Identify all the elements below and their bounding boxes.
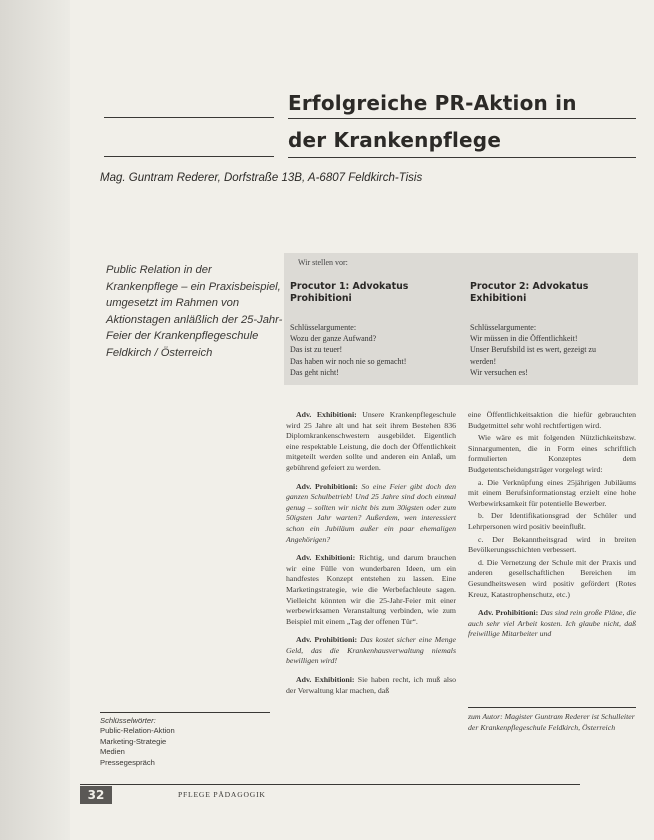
journal-name: PFLEGE PÄDAGOGIK <box>178 790 266 799</box>
col2-paragraph: Wie wäre es mit folgenden Nützlichkeitsbzw. Sinnargumenten, die in Form eines schriftlich formulierten Konzeptes dem Budgetentscheidungsträger vorgelegt wird: <box>468 433 636 474</box>
procutor-1-title: Procutor 1: Advokatus Prohibitioni <box>290 281 409 304</box>
author-note: zum Autor: Magister Guntram Rederer ist Schulleiter der Krankenpflegeschule Feldkirch, Österreich <box>468 712 635 732</box>
col1-paragraph <box>286 482 456 546</box>
paragraph-text: Das sind rein große Pläne, die auch sehr viel Arbeit kosten. Ich glaube nicht, daß freiwillige Mitarbeiter und <box>468 608 637 639</box>
paragraph-text: Unsere Krankenpflegeschule wird 25 Jahre alt und hat seit ihrem Bestehen 836 Diplomkrankenschwestern ausgebildet. Eigentlich eine respektable Leistung, die doch der Öffentlichkeit mitgeteilt werden sollte und anderen ein Anlaß, um gebührend gefeiert zu werden. <box>286 410 456 472</box>
col2-list-item: d. Die Vernetzung der Schule mit der Praxis und anderen gesellschaftlichen Bereichen im Gesundheitswesen wird positiv gefördert (Rotes Kreuz, Katastrophenschutz, etc.) <box>468 557 636 599</box>
col1-paragraph <box>286 410 456 474</box>
paragraph-text: Richtig, und darum brauchen wir eine Fülle von wunderbaren Ideen, um ein handfestes Konzept entstehen zu lassen. Eine Marketingstrategie, wie die Werbefachleute sagen. Vielleicht könnten wir die 25-Jahr-Feier mit einer werbewirksamen Veranstaltung verbinden, wie zum Beispiel mit einem „Tag der offenen Tür“. <box>286 553 456 626</box>
body-column-1 <box>286 410 456 704</box>
procutor-2-line: werden! <box>470 356 497 366</box>
title-rule-left-2 <box>104 156 274 157</box>
procutor-1-line: Wozu der ganze Aufwand? <box>290 334 377 344</box>
procutor-2-arguments <box>470 322 596 378</box>
box-label: Wir stellen vor: <box>298 258 348 267</box>
scan-binding-shadow <box>0 0 70 840</box>
keyword-item: Pressegespräch <box>100 757 155 767</box>
title-rule-right-2 <box>288 157 636 158</box>
col2-paragraph <box>468 608 636 640</box>
speaker-label: Adv. Prohibitioni: <box>296 635 358 645</box>
procutor-1-line: Das haben wir noch nie so gemacht! <box>290 356 407 366</box>
col2-list-item: c. Der Bekanntheitsgrad wird in breiten Bevölkerungsschichten verbessert. <box>468 534 636 555</box>
col1-paragraph <box>286 635 456 667</box>
title-rule-right-1 <box>288 118 636 119</box>
body-column-2 <box>468 410 636 648</box>
speaker-label: Adv. Exhibitioni: <box>296 675 355 685</box>
procutor-2-line: Wir versuchen es! <box>470 367 528 377</box>
paragraph-text: Das kostet sicher eine Menge Geld, das die Krankenhausverwaltung niemals bewilligen wird! <box>286 635 456 666</box>
article-title-line-2: der Krankenpflege <box>288 128 502 152</box>
procutor-2-line: Wir müssen in die Öffentlichkeit! <box>470 334 578 344</box>
footer-rule <box>80 784 580 785</box>
speaker-label: Adv. Prohibitioni: <box>296 481 358 491</box>
author-line: Mag. Guntram Rederer, Dorfstraße 13B, A-6807 Feldkirch-Tisis <box>100 172 423 184</box>
procutor-1-line: Schlüsselargumente: <box>290 323 357 332</box>
procutor-2-title: Procutor 2: Advokatus Exhibitioni <box>470 281 589 304</box>
speaker-label: Adv. Exhibitioni: <box>296 410 357 419</box>
keyword-item: Medien <box>100 747 125 757</box>
speaker-label: Adv. Prohibitioni: <box>478 608 539 618</box>
keyword-item: Public-Relation-Aktion <box>100 726 175 736</box>
article-title-line-1: Erfolgreiche PR-Aktion in <box>288 91 577 115</box>
procutor-1-line: Das ist zu teuer! <box>290 345 343 355</box>
col2-list-item: b. Der Identifikationsgrad der Schüler und Lehrpersonen wird positiv beeinflußt. <box>468 511 636 531</box>
col1-paragraph <box>286 553 456 627</box>
procutor-2-line: Unser Berufsbild ist es wert, gezeigt zu <box>470 345 596 355</box>
author-note-rule <box>468 707 636 708</box>
speaker-label: Adv. Exhibitioni: <box>296 553 356 563</box>
keywords-heading: Schlüsselwörter: <box>100 716 156 725</box>
keyword-item: Marketing-Strategie <box>100 736 167 746</box>
procutor-1-line: Das geht nicht! <box>290 367 339 377</box>
title-rule-left-1 <box>104 117 274 118</box>
paragraph-text: So eine Feier gibt doch den ganzen Schulbetrieb! Und 25 Jahre sind doch einmal genug – sollten wir nicht bis zum 30igsten oder zum 50igsten Jahr warten? Außerdem, wen interessiert schon ein Jubiläum außer ein paar ehemaligen Angehörigen? <box>286 481 456 544</box>
col2-paragraph: eine Öffentlichkeitsaktion die hiefür gebrauchten Budgetmittel sehr wohl rechtfertigen wird. <box>468 410 636 430</box>
col2-list-item: a. Die Verknüpfung eines 25jährigen Jubiläums mit einem Berufsinformationstag erzielt eine hohe Werbewirksamkeit für potentielle Bewerber. <box>468 477 636 508</box>
page-number: 32 <box>80 786 112 804</box>
procutor-1-arguments <box>290 322 406 378</box>
procutor-2-line: Schlüsselargumente: <box>470 323 537 332</box>
intro-text: Public Relation in der Krankenpflege – ein Praxisbeispiel, umgesetzt im Rahmen von Aktionstagen anläßlich der 25-Jahr-Feier der Krankenpflegeschule Feldkirch / Österreich <box>106 264 283 359</box>
keywords-block <box>100 716 175 768</box>
paragraph-text: Sie haben recht, ich muß also der Verwaltung klar machen, daß <box>286 675 457 695</box>
col1-paragraph <box>286 675 456 696</box>
keywords-rule <box>100 712 270 713</box>
